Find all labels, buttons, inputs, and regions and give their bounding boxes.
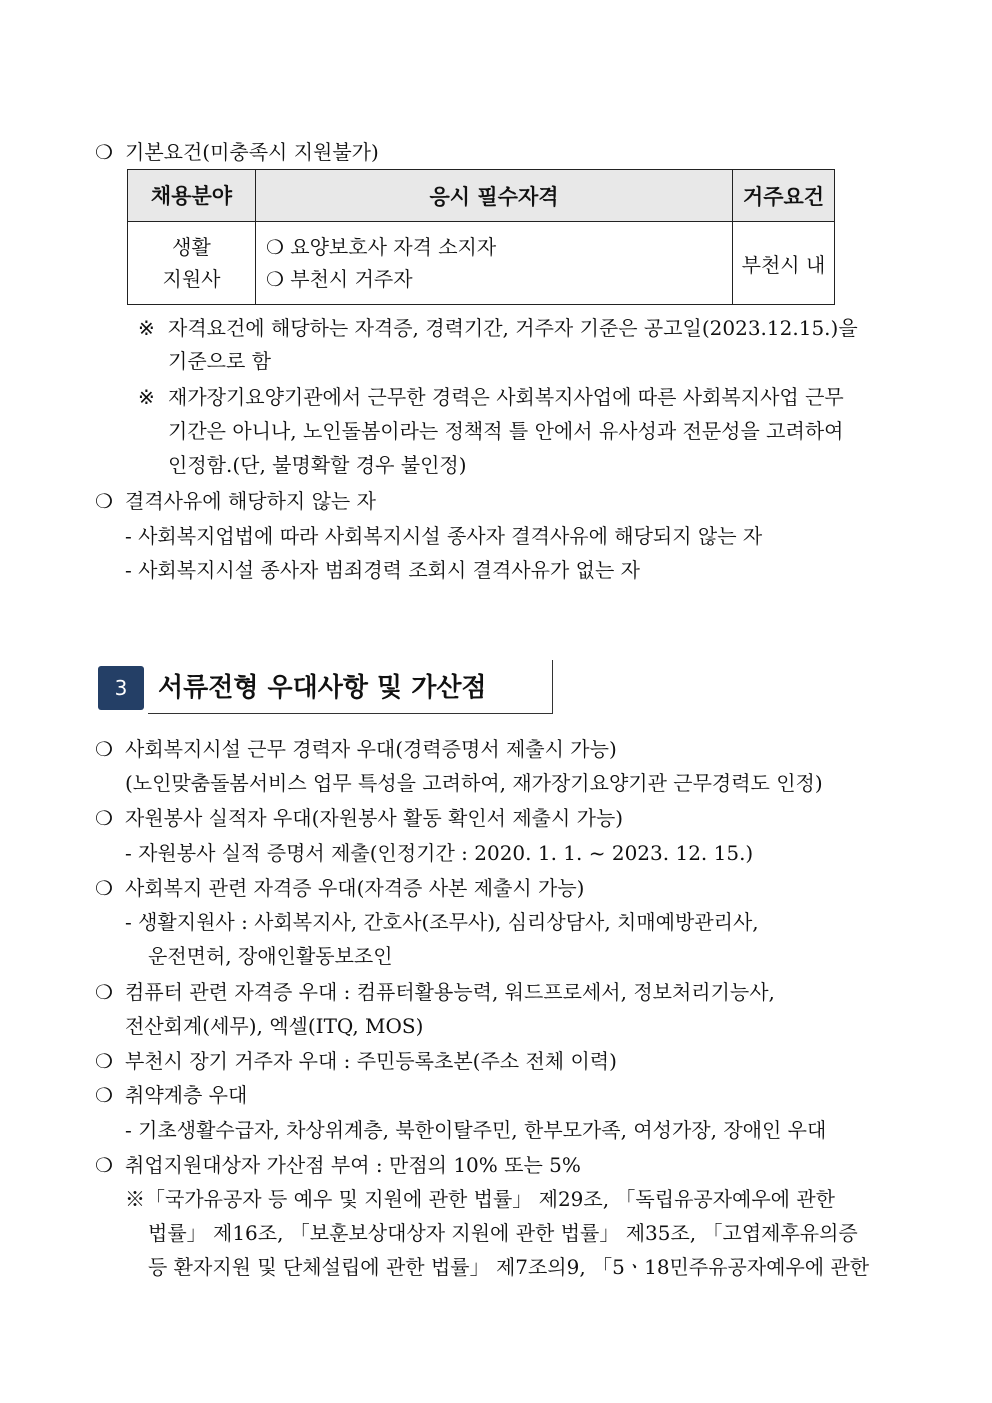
- circle-bullet-icon: ❍: [95, 489, 113, 513]
- cell-residence: 부천시 내: [733, 222, 835, 305]
- pref-item: ❍ 컴퓨터 관련 자격증 우대 : 컴퓨터활용능력, 워드프로세서, 정보처리기능사,: [95, 977, 775, 1007]
- note-1: ※ 자격요건에 해당하는 자격증, 경력기간, 거주자 기준은 공고일(2023.12.15.)을: [138, 313, 858, 343]
- note-2-cont: 기간은 아니나, 노인돌봄이라는 정책적 틀 안에서 유사성과 전문성을 고려하여: [168, 419, 844, 443]
- header-qualification: 응시 필수자격: [256, 170, 733, 222]
- pref-item: ❍ 사회복지시설 근무 경력자 우대(경력증명서 제출시 가능): [95, 734, 617, 764]
- disqualification-item: - 사회복지시설 종사자 범죄경력 조회시 결격사유가 없는 자: [125, 558, 640, 582]
- section-3-header: [98, 660, 558, 716]
- requirements-table: [127, 169, 835, 305]
- section-divider: [148, 713, 553, 714]
- note-2: ※ 재가장기요양기관에서 근무한 경력은 사회복지사업에 따른 사회복지사업 근무: [138, 382, 844, 412]
- circle-bullet-icon: ❍: [95, 1049, 113, 1073]
- note-2-cont2: 인정함.(단, 불명확할 경우 불인정): [168, 453, 467, 477]
- circle-bullet-icon: ❍: [95, 1153, 113, 1177]
- law-note: ※「국가유공자 등 예우 및 지원에 관한 법률」 제29조, 「독립유공자예우에 관한: [125, 1187, 835, 1211]
- pref-item: ❍ 취약계층 우대: [95, 1080, 247, 1110]
- law-note: 법률」 제16조, 「보훈보상대상자 지원에 관한 법률」 제35조, 「고엽제후유의증: [148, 1221, 858, 1245]
- table-row: [128, 222, 835, 305]
- circle-bullet-icon: ❍: [95, 1083, 113, 1107]
- note-1-cont: 기준으로 함: [168, 349, 271, 373]
- pref-item: ❍ 부천시 장기 거주자 우대 : 주민등록초본(주소 전체 이력): [95, 1046, 617, 1076]
- pref-item: ❍ 취업지원대상자 가산점 부여 : 만점의 10% 또는 5%: [95, 1150, 581, 1180]
- pref-detail: - 기초생활수급자, 차상위계층, 북한이탈주민, 한부모가족, 여성가장, 장애인 우대: [125, 1118, 827, 1142]
- section-number-badge: 3: [98, 666, 144, 710]
- circle-bullet-icon: ❍: [95, 876, 113, 900]
- law-note: 등 환자지원 및 단체설립에 관한 법률」 제7조의9, 「5ㆍ18민주유공자예우에 관한: [148, 1255, 870, 1279]
- reference-mark-icon: ※: [138, 385, 155, 409]
- pref-detail: (노인맞춤돌봄서비스 업무 특성을 고려하여, 재가장기요양기관 근무경력도 인정): [125, 771, 823, 795]
- header-residence: 거주요건: [733, 170, 835, 222]
- cell-qualification: ❍ 요양보호사 자격 소지자 ❍ 부천시 거주자: [256, 222, 733, 305]
- pref-detail: 전산회계(세무), 엑셀(ITQ, MOS): [125, 1014, 424, 1038]
- reference-mark-icon: ※: [138, 316, 155, 340]
- pref-detail: - 생활지원사 : 사회복지사, 간호사(조무사), 심리상담사, 치매예방관리사,: [125, 910, 759, 934]
- header-field: 채용분야: [128, 170, 256, 222]
- section-title: 서류전형 우대사항 및 가산점: [158, 673, 487, 703]
- circle-bullet-icon: ❍: [95, 737, 113, 761]
- circle-bullet-icon: ❍: [95, 806, 113, 830]
- cell-field: 생활 지원사: [128, 222, 256, 305]
- table-header-row: [128, 170, 835, 222]
- pref-detail: 운전면허, 장애인활동보조인: [148, 944, 393, 968]
- circle-bullet-icon: ❍: [95, 980, 113, 1004]
- pref-item: ❍ 자원봉사 실적자 우대(자원봉사 활동 확인서 제출시 가능): [95, 803, 623, 833]
- pref-detail: - 자원봉사 실적 증명서 제출(인정기간 : 2020. 1. 1. ~ 2023. 12. 15.): [125, 841, 754, 865]
- basic-requirements-heading: ❍ 기본요건(미충족시 지원불가): [95, 137, 379, 167]
- section-divider: [552, 660, 553, 714]
- circle-bullet-icon: ❍: [95, 140, 113, 164]
- pref-item: ❍ 사회복지 관련 자격증 우대(자격증 사본 제출시 가능): [95, 873, 584, 903]
- disqualification-item: - 사회복지업법에 따라 사회복지시설 종사자 결격사유에 해당되지 않는 자: [125, 524, 763, 548]
- disqualification-heading: ❍ 결격사유에 해당하지 않는 자: [95, 486, 376, 516]
